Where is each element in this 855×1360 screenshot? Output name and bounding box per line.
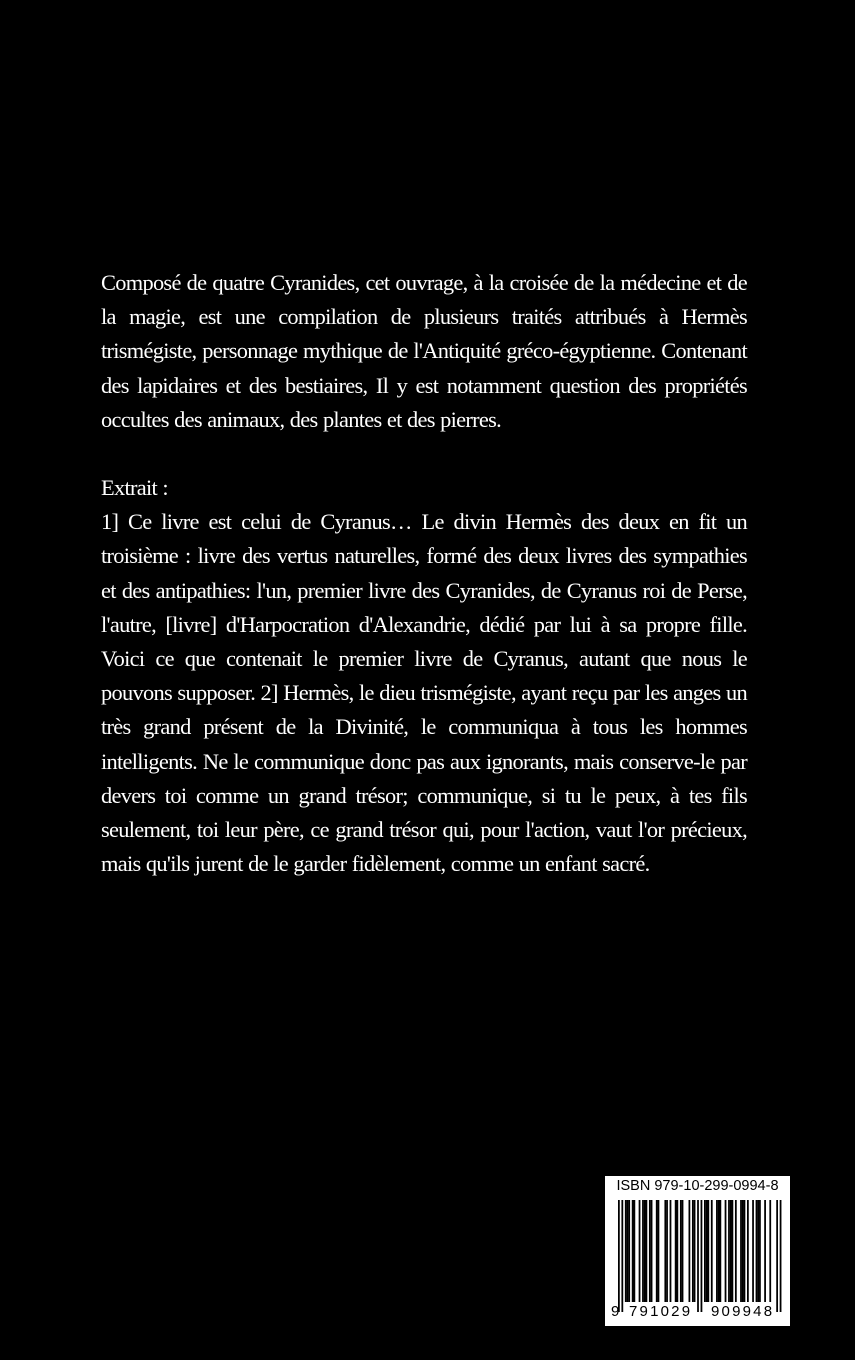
isbn-label: ISBN 979-10-299-0994-8 — [616, 1178, 779, 1194]
barcode-bar — [701, 1200, 703, 1312]
barcode-bar — [675, 1200, 677, 1302]
barcode-bar — [692, 1200, 694, 1302]
barcode-bar — [676, 1200, 678, 1302]
barcode-bar — [697, 1200, 699, 1312]
barcode-bar — [764, 1200, 766, 1302]
barcode-bar — [651, 1200, 653, 1302]
barcode-bar — [716, 1200, 718, 1302]
barcode-bar — [747, 1200, 749, 1302]
barcode-bar — [664, 1200, 666, 1302]
barcode-bar — [642, 1200, 644, 1302]
barcode-bar — [728, 1200, 730, 1302]
barcode-bar — [656, 1200, 658, 1302]
barcode-bar — [639, 1200, 641, 1302]
barcode-bar — [711, 1200, 713, 1302]
blurb-paragraph: Composé de quatre Cyranides, cet ouvrage, à la croisée de la médecine et de la magie, est une compilation de plusieurs traités attribués à Hermès trismégiste, personnage mythique de l'Antiquité gréco-égyptienne. Contenant des lapidaires et des bestiaires, Il y est notamment question des propriétés occultes des animaux, des plantes et des pierres. — [101, 270, 747, 432]
barcode-bar — [780, 1200, 782, 1312]
barcode-digits-right: 909948 — [711, 1303, 775, 1320]
barcode-bar — [730, 1200, 732, 1302]
barcode-bar — [740, 1200, 742, 1302]
barcode-bar — [744, 1200, 746, 1302]
blurb-text — [101, 266, 747, 881]
barcode-bar — [682, 1200, 684, 1302]
barcode-bar — [742, 1200, 744, 1302]
barcode-bar — [625, 1200, 627, 1302]
barcode-bar — [718, 1200, 720, 1302]
barcode-bar — [618, 1200, 620, 1312]
barcode-bar — [756, 1200, 758, 1302]
barcode-bar — [621, 1200, 623, 1312]
barcode-bar — [628, 1200, 630, 1302]
isbn-barcode — [605, 1176, 790, 1326]
barcode-bar — [706, 1200, 708, 1302]
barcode-bar — [707, 1200, 709, 1302]
barcode-bar — [704, 1200, 706, 1302]
barcode-bar — [719, 1200, 721, 1302]
barcode-bar — [732, 1200, 734, 1302]
barcode-bar — [757, 1200, 759, 1302]
barcode-bar — [632, 1200, 634, 1302]
barcode-bar — [646, 1200, 648, 1302]
barcode-bar — [725, 1200, 727, 1302]
barcode-digits-left: 791029 — [629, 1303, 693, 1320]
barcode-bar — [769, 1200, 771, 1302]
barcode-bar — [689, 1200, 691, 1302]
barcode-bar — [644, 1200, 646, 1302]
barcode-bar — [627, 1200, 629, 1302]
barcode-bar — [694, 1200, 696, 1302]
barcode-digit-first: 9 — [611, 1303, 620, 1320]
barcode-bar — [670, 1200, 672, 1302]
barcode-bar — [649, 1200, 651, 1302]
barcode-bar — [759, 1200, 761, 1302]
barcode-bar — [680, 1200, 682, 1302]
excerpt-text: 1] Ce livre est celui de Cyranus… Le divin Hermès des deux en fit un troisième : livre des vertus naturelles, formé des deux livres des sympathies et des antipathies: l'un, premier livre des Cyranides, de Cyranus roi de Perse, l'autre, [livre] d'Harpocration d'Alexandrie, dédié par lui à sa propre fille. Voici ce que contenait le premier livre de Cyranus, autant que nous le pouvons supposer. 2] Hermès, le dieu trismégiste, ayant reçu par les anges un très grand présent de la Divinité, le communiqua à tous les hommes intelligents. Ne le communique donc pas aux ignorants, mais conserve-le par devers toi comme un grand trésor; communique, si tu le peux, à tes fils seulement, toi leur père, ce grand trésor qui, pour l'action, vaut l'or précieux, mais qu'ils jurent de le garder fidèlement, comme un enfant sacré. — [101, 509, 747, 877]
barcode-bar — [735, 1200, 737, 1302]
barcode-bar — [752, 1200, 754, 1302]
excerpt-label: Extrait : — [101, 475, 168, 501]
barcode-bar — [658, 1200, 660, 1302]
barcode-bar — [776, 1200, 778, 1312]
barcode-bar — [633, 1200, 635, 1302]
barcode-bar — [666, 1200, 668, 1302]
